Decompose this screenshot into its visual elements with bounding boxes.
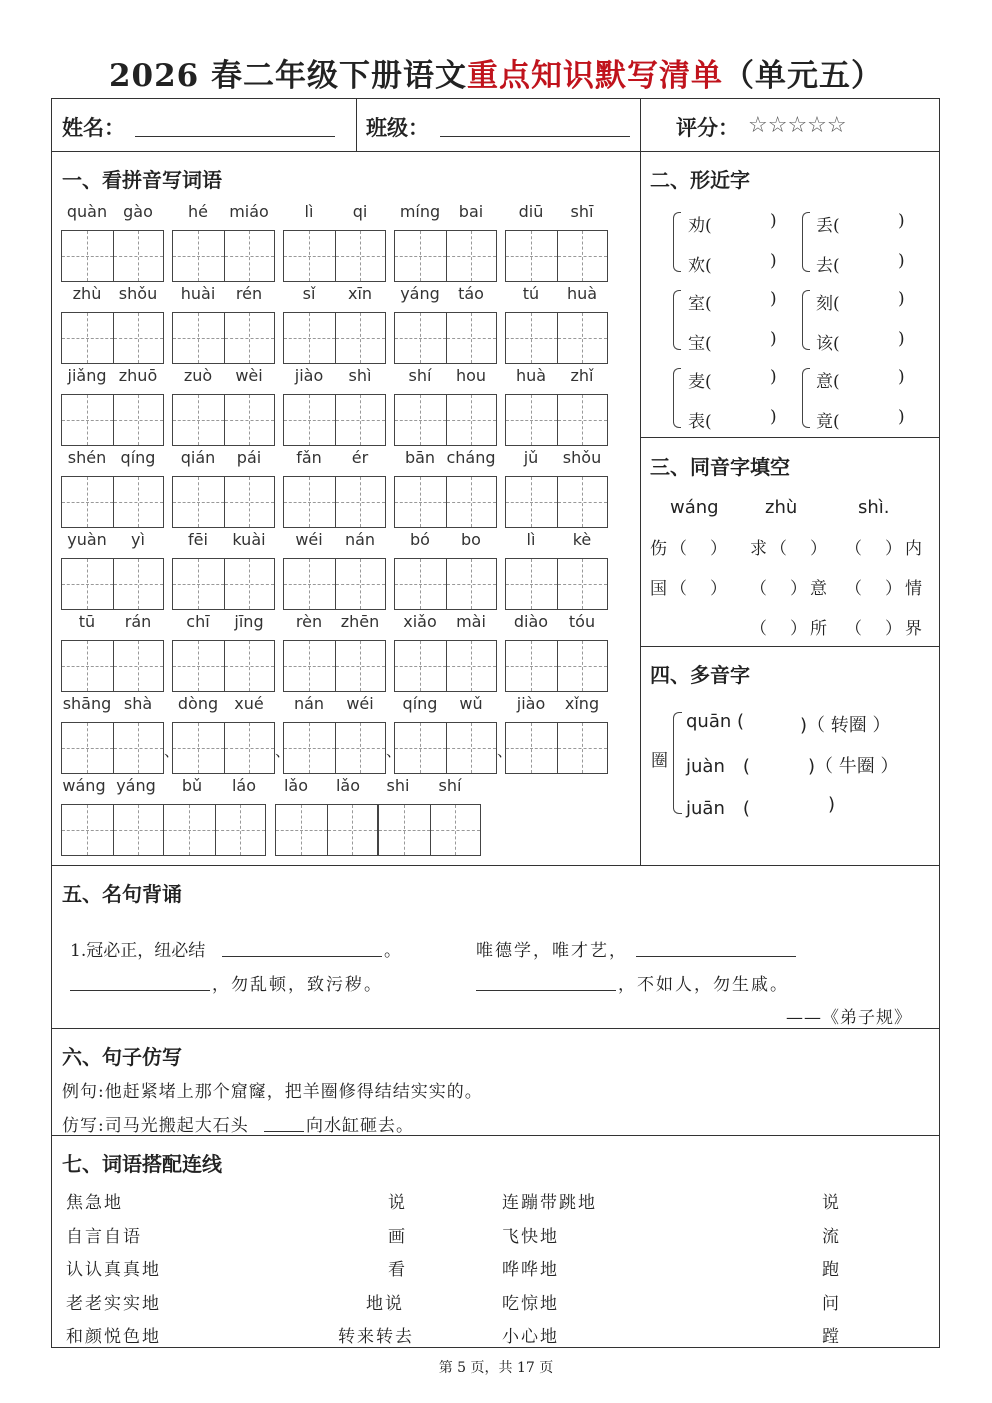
pinyin: táo [458, 284, 484, 303]
pinyin: shí [438, 776, 462, 795]
grid-cell[interactable] [113, 805, 164, 855]
pinyin: pái [236, 448, 262, 467]
grid-cell[interactable] [557, 723, 608, 773]
match-left-word[interactable]: 和颜悦色地 [66, 1327, 161, 1347]
name-field[interactable] [135, 136, 335, 137]
homophone-pinyin-1: wáng [670, 497, 719, 518]
writing-grid[interactable] [283, 722, 386, 774]
pinyin: ér [351, 448, 369, 467]
writing-grid[interactable] [505, 312, 608, 364]
paren-close[interactable]: ) [770, 329, 777, 349]
polyphone-2: juàn ( [686, 756, 750, 777]
grid-cell[interactable] [446, 395, 497, 445]
grid-cell[interactable] [395, 559, 446, 609]
grid-cell[interactable] [113, 313, 164, 363]
paren-close[interactable]: ) [770, 211, 777, 231]
quote-line1b: 。 [384, 941, 401, 961]
similar-char: 意( [816, 372, 840, 392]
grid-cell[interactable] [395, 231, 446, 281]
pinyin: fǎn [296, 448, 322, 467]
quote-blank-3[interactable] [70, 990, 210, 991]
writing-grid[interactable] [283, 640, 386, 692]
grid-cell[interactable] [327, 805, 378, 855]
grid-cell[interactable] [395, 313, 446, 363]
match-right-verb[interactable]: 跑 [822, 1260, 839, 1280]
homophone-pinyin-2: zhù [765, 497, 798, 518]
grid-cell[interactable] [62, 395, 113, 445]
pinyin: huà [515, 366, 547, 385]
pinyin: zhù [72, 284, 102, 303]
pinyin: wéi [346, 694, 374, 713]
sec2-title: 二、形近字 [650, 168, 750, 192]
pinyin: cháng [446, 448, 496, 467]
pinyin: shāng [62, 694, 112, 713]
pinyin: quàn [66, 202, 108, 221]
paren-close[interactable]: ) [898, 211, 905, 231]
pinyin: huà [566, 284, 598, 303]
grid-cell[interactable] [335, 477, 386, 527]
paren-close[interactable]: ) [770, 367, 777, 387]
page-title: 2026 春二年级下册语文重点知识默写清单（单元五） [108, 58, 884, 94]
page-footer: 第 5 页，共 17 页 [438, 1360, 554, 1376]
pinyin: shǒu [118, 284, 158, 303]
brace [802, 212, 810, 272]
homophone-blank[interactable]: （ ）情 [845, 579, 925, 599]
similar-char: 欢( [688, 256, 712, 276]
writing-grid[interactable] [275, 804, 378, 856]
similar-char: 丢( [816, 216, 840, 236]
paren-close[interactable]: ) [770, 407, 777, 427]
writing-grid[interactable] [283, 394, 386, 446]
grid-cell[interactable] [395, 641, 446, 691]
pinyin: jiǎng [67, 366, 107, 385]
writing-grid[interactable] [394, 394, 497, 446]
grid-cell[interactable] [557, 313, 608, 363]
grid-cell[interactable] [113, 723, 164, 773]
sec5-title: 五、名句背诵 [62, 882, 182, 906]
pinyin: huài [180, 284, 216, 303]
grid-cell[interactable] [164, 805, 215, 855]
grid-cell[interactable] [446, 477, 497, 527]
similar-char: 刻( [816, 294, 840, 314]
pinyin: shi [386, 776, 410, 795]
writing-grid[interactable] [283, 476, 386, 528]
similar-char: 该( [816, 334, 840, 354]
pinyin: hé [188, 202, 208, 221]
grid-cell[interactable] [173, 723, 224, 773]
pinyin: bó [410, 530, 430, 549]
grid-cell[interactable] [506, 395, 557, 445]
grid-cell[interactable] [113, 231, 164, 281]
pinyin: jiào [516, 694, 546, 713]
pinyin: yáng [400, 284, 440, 303]
grid-cell[interactable] [62, 805, 113, 855]
match-left-verb[interactable]: 转来转去 [338, 1327, 414, 1347]
brace [673, 368, 681, 428]
grid-cell[interactable] [335, 723, 386, 773]
writing-grid[interactable] [283, 312, 386, 364]
quote-blank-4[interactable] [476, 990, 616, 991]
writing-grid[interactable] [172, 722, 275, 774]
paren-close[interactable]: ) [898, 407, 905, 427]
pinyin: jīng [234, 612, 264, 631]
pinyin: shì [348, 366, 372, 385]
pinyin: qián [180, 448, 216, 467]
paren-close[interactable]: ) [898, 329, 905, 349]
pinyin: diū [518, 202, 544, 221]
match-left-word[interactable]: 老老实实地 [66, 1293, 161, 1314]
quote-blank-1[interactable] [222, 956, 382, 957]
polyphone-char: 圈 [651, 751, 668, 771]
homophone-pinyin-3: shì. [858, 497, 890, 518]
brace [673, 212, 681, 272]
pinyin: shén [67, 448, 107, 467]
pinyin: tú [522, 284, 540, 303]
star-rating[interactable]: ☆☆☆☆☆ [748, 113, 847, 138]
grid-cell[interactable] [284, 231, 335, 281]
dunhao: 、 [497, 742, 513, 760]
grid-cell[interactable] [395, 395, 446, 445]
pinyin: lì [526, 530, 536, 549]
match-left-verb[interactable]: 地说 [366, 1293, 404, 1314]
pinyin: diào [513, 612, 549, 631]
polyphone-3: juān ( [686, 798, 750, 819]
dunhao: 、 [164, 742, 180, 760]
pinyin: miáo [229, 202, 269, 221]
grid-cell[interactable] [224, 477, 275, 527]
class-label: 班级： [366, 115, 429, 140]
quote-blank-2[interactable] [636, 956, 796, 957]
grid-cell[interactable] [173, 313, 224, 363]
grid-cell[interactable] [224, 313, 275, 363]
pinyin: zhǐ [570, 366, 594, 385]
grid-cell[interactable] [284, 723, 335, 773]
pinyin: rèn [295, 612, 323, 631]
pinyin: hou [455, 366, 487, 385]
dunhao: 、 [275, 742, 291, 760]
grid-cell[interactable] [284, 477, 335, 527]
grid-cell[interactable] [284, 395, 335, 445]
pinyin: mài [456, 612, 486, 631]
writing-grid[interactable] [172, 640, 275, 692]
pinyin: tū [78, 612, 96, 631]
quote-line2a: ，勿乱顿，致污秽。 [212, 975, 383, 995]
homophone-blank[interactable]: （ ）内 [845, 539, 925, 559]
grid-cell[interactable] [224, 641, 275, 691]
quote-source: ——《弟子规》 [786, 1008, 912, 1028]
grid-cell[interactable] [284, 641, 335, 691]
writing-grid[interactable] [61, 722, 164, 774]
name-label: 姓名： [62, 115, 125, 140]
sec3-title: 三、同音字填空 [650, 455, 790, 479]
writing-grid[interactable] [61, 804, 164, 856]
grid-cell[interactable] [335, 313, 386, 363]
pinyin: wǔ [459, 694, 483, 713]
match-right-word[interactable]: 吃惊地 [502, 1293, 559, 1314]
match-right-verb[interactable]: 说 [822, 1193, 839, 1213]
writing-grid[interactable] [505, 640, 608, 692]
grid-cell[interactable] [557, 477, 608, 527]
grid-cell[interactable] [224, 723, 275, 773]
pinyin: shí [408, 366, 432, 385]
writing-grid[interactable] [61, 230, 164, 282]
homophone-blank[interactable]: （ ）意 [750, 579, 830, 599]
grid-cell[interactable] [395, 723, 446, 773]
pinyin: jǔ [523, 448, 539, 467]
pinyin: sǐ [302, 284, 316, 303]
pinyin: chī [186, 612, 210, 631]
writing-grid[interactable] [394, 312, 497, 364]
grid-cell[interactable] [173, 559, 224, 609]
polyphone-3-close: ) [828, 794, 836, 815]
grid-cell[interactable] [284, 559, 335, 609]
grid-cell[interactable] [62, 559, 113, 609]
pinyin: rán [124, 612, 152, 631]
writing-grid[interactable] [505, 230, 608, 282]
pinyin: xǐng [564, 694, 600, 713]
sec4-title: 四、多音字 [650, 663, 750, 687]
grid-cell[interactable] [276, 805, 327, 855]
pinyin: yuàn [67, 530, 107, 549]
writing-grid[interactable] [172, 230, 275, 282]
paren-close[interactable]: ) [898, 367, 905, 387]
writing-grid[interactable] [61, 476, 164, 528]
writing-grid[interactable] [61, 394, 164, 446]
writing-grid[interactable] [61, 558, 164, 610]
class-field[interactable] [440, 136, 630, 137]
pinyin: qíng [120, 448, 156, 467]
match-right-verb[interactable]: 蹚 [822, 1327, 839, 1347]
grid-cell[interactable] [506, 313, 557, 363]
homophone-blank[interactable]: （ ）所 [750, 619, 830, 639]
imitate-blank[interactable] [264, 1131, 304, 1132]
grid-cell[interactable] [173, 231, 224, 281]
dunhao: 、 [386, 742, 402, 760]
writing-grid[interactable] [394, 230, 497, 282]
grid-cell[interactable] [215, 805, 266, 855]
pinyin: rén [235, 284, 263, 303]
pinyin: fēi [188, 530, 208, 549]
writing-grid[interactable] [505, 722, 608, 774]
similar-char: 竟( [816, 412, 840, 432]
example-sentence: 例句:他赶紧堵上那个窟窿，把羊圈修得结结实实的。 [62, 1082, 483, 1102]
pinyin: jiào [294, 366, 324, 385]
writing-grid[interactable] [505, 558, 608, 610]
sec6-title: 六、句子仿写 [62, 1045, 182, 1069]
pinyin: wèi [235, 366, 263, 385]
pinyin: nán [344, 530, 376, 549]
grid-cell[interactable] [379, 805, 430, 855]
grid-cell[interactable] [430, 805, 481, 855]
pinyin: zhēn [340, 612, 380, 631]
pinyin: xiǎo [403, 612, 437, 631]
pinyin: wéi [295, 530, 323, 549]
paren-close[interactable]: ) [770, 289, 777, 309]
grid-cell[interactable] [506, 231, 557, 281]
grid-cell[interactable] [395, 477, 446, 527]
match-left-verb[interactable]: 看 [388, 1260, 407, 1280]
writing-grid[interactable] [394, 640, 497, 692]
polyphone-1-word: )（ 转圈 ） [800, 715, 891, 736]
grid-cell[interactable] [62, 723, 113, 773]
writing-grid[interactable] [394, 476, 497, 528]
writing-grid[interactable] [505, 394, 608, 446]
homophone-blank[interactable]: （ ）界 [845, 619, 925, 639]
imitate-prefix: 仿写:司马光搬起大石头 [62, 1116, 249, 1136]
grid-cell[interactable] [62, 641, 113, 691]
match-left-word[interactable]: 认认真真地 [66, 1260, 161, 1280]
grid-cell[interactable] [62, 231, 113, 281]
paren-close[interactable]: ) [898, 289, 905, 309]
pinyin: bǔ [181, 776, 203, 795]
homophone-blank[interactable]: 求（ ） [750, 539, 830, 559]
grid-cell[interactable] [113, 477, 164, 527]
brace [802, 368, 810, 428]
grid-cell[interactable] [446, 641, 497, 691]
grid-cell[interactable] [506, 641, 557, 691]
grid-cell[interactable] [506, 723, 557, 773]
match-right-word[interactable]: 飞快地 [502, 1226, 559, 1247]
grid-cell[interactable] [335, 559, 386, 609]
grid-cell[interactable] [113, 641, 164, 691]
polyphone-brace [673, 712, 682, 814]
polyphone-2-word: )（ 牛圈 ） [808, 756, 899, 777]
pinyin: yáng [116, 776, 156, 795]
pinyin: shà [123, 694, 153, 713]
pinyin: dòng [177, 694, 219, 713]
pinyin: wáng [62, 776, 106, 795]
quote-line1c: 唯德学，唯才艺， [476, 941, 628, 961]
brace [673, 290, 681, 350]
grid-cell[interactable] [173, 641, 224, 691]
grid-cell[interactable] [224, 395, 275, 445]
similar-char: 去( [816, 256, 840, 276]
similar-char: 宝( [688, 334, 712, 354]
match-right-verb[interactable]: 问 [822, 1293, 839, 1314]
sec1-title: 一、看拼音写词语 [62, 168, 222, 192]
grid-cell[interactable] [335, 395, 386, 445]
match-left-verb[interactable]: 画 [388, 1226, 407, 1247]
grid-cell[interactable] [113, 395, 164, 445]
grid-cell[interactable] [173, 477, 224, 527]
sec7-title: 七、词语搭配连线 [62, 1152, 222, 1176]
pinyin: xīn [347, 284, 373, 303]
grid-cell[interactable] [557, 641, 608, 691]
grid-cell[interactable] [446, 559, 497, 609]
match-left-word[interactable]: 焦急地 [66, 1193, 123, 1213]
polyphone-1: quān ( [686, 711, 745, 732]
writing-grid[interactable] [163, 804, 266, 856]
pinyin: nán [293, 694, 325, 713]
match-right-verb[interactable]: 流 [822, 1226, 839, 1247]
writing-grid[interactable] [172, 476, 275, 528]
similar-char: 劝( [688, 216, 712, 236]
similar-char: 表( [688, 412, 712, 432]
quote-line1a: 1.冠必正，纽必结 [70, 941, 206, 961]
pinyin: qíng [402, 694, 438, 713]
writing-grid[interactable] [505, 476, 608, 528]
writing-grid[interactable] [283, 558, 386, 610]
pinyin: shī [570, 202, 594, 221]
pinyin: gào [123, 202, 153, 221]
pinyin: xué [234, 694, 264, 713]
pinyin: kuài [232, 530, 266, 549]
match-right-word[interactable]: 连蹦带跳地 [502, 1193, 597, 1213]
imitate-suffix: 向水缸砸去。 [306, 1116, 414, 1136]
writing-grid[interactable] [61, 640, 164, 692]
pinyin: zuò [183, 366, 213, 385]
grid-cell[interactable] [113, 559, 164, 609]
pinyin: kè [572, 530, 592, 549]
grid-cell[interactable] [446, 313, 497, 363]
pinyin: lǎo [335, 776, 361, 795]
grid-cell[interactable] [284, 313, 335, 363]
grid-cell[interactable] [224, 559, 275, 609]
match-right-word[interactable]: 哗哗地 [502, 1260, 559, 1280]
writing-grid[interactable] [61, 312, 164, 364]
pinyin: bān [404, 448, 436, 467]
grid-cell[interactable] [446, 231, 497, 281]
pinyin: lì [304, 202, 314, 221]
paren-close[interactable]: ) [898, 251, 905, 271]
similar-char: 麦( [688, 372, 712, 392]
grid-cell[interactable] [62, 477, 113, 527]
pinyin: qi [352, 202, 368, 221]
pinyin: míng [399, 202, 441, 221]
pinyin: yì [131, 530, 145, 549]
pinyin: shǒu [562, 448, 602, 467]
match-left-word[interactable]: 自言自语 [66, 1226, 142, 1247]
match-left-verb[interactable]: 说 [388, 1193, 407, 1213]
grid-cell[interactable] [62, 313, 113, 363]
writing-grid[interactable] [172, 558, 275, 610]
writing-grid[interactable] [394, 558, 497, 610]
match-right-word[interactable]: 小心地 [502, 1327, 559, 1347]
grid-cell[interactable] [173, 395, 224, 445]
grid-cell[interactable] [446, 723, 497, 773]
pinyin: bo [461, 530, 481, 549]
grid-cell[interactable] [506, 477, 557, 527]
similar-char: 室( [688, 294, 712, 314]
writing-grid[interactable] [378, 804, 481, 856]
grid-cell[interactable] [335, 641, 386, 691]
pinyin: lǎo [283, 776, 309, 795]
grid-cell[interactable] [557, 559, 608, 609]
brace [802, 290, 810, 350]
pinyin: tóu [568, 612, 596, 631]
writing-grid[interactable] [172, 394, 275, 446]
grid-cell[interactable] [557, 231, 608, 281]
pinyin: láo [231, 776, 257, 795]
grid-cell[interactable] [557, 395, 608, 445]
writing-grid[interactable] [394, 722, 497, 774]
grid-cell[interactable] [224, 231, 275, 281]
grid-cell[interactable] [506, 559, 557, 609]
homophone-blank[interactable]: 伤（ ） [650, 539, 730, 559]
score-label: 评分： [676, 115, 739, 140]
writing-grid[interactable] [172, 312, 275, 364]
writing-grid[interactable] [283, 230, 386, 282]
paren-close[interactable]: ) [770, 251, 777, 271]
homophone-blank[interactable]: 国（ ） [650, 579, 730, 599]
quote-line2b: ，不如人，勿生戚。 [618, 975, 789, 995]
pinyin: bai [458, 202, 484, 221]
pinyin: zhuō [118, 366, 158, 385]
grid-cell[interactable] [335, 231, 386, 281]
